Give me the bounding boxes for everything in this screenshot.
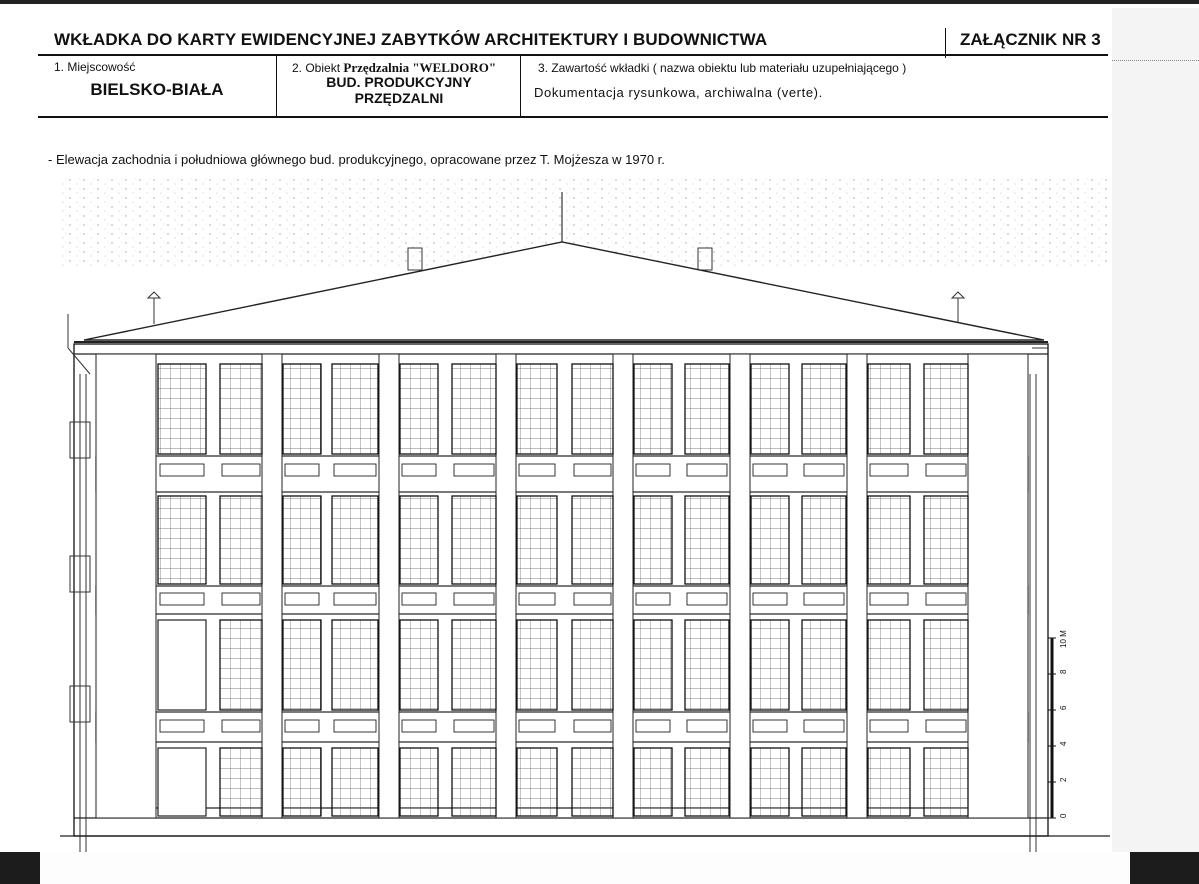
header-rule-bottom (38, 116, 1108, 118)
scale-tick-4: 4 (1059, 741, 1068, 746)
dotted-edge-line (1112, 60, 1199, 61)
scale-tick-8: 8 (1059, 669, 1068, 674)
object-label-name: Przędzalnia "WELDORO" (343, 60, 497, 75)
place-label: 1. Miejscowość (54, 60, 136, 74)
cell-divider-1 (276, 56, 277, 116)
content-value: Dokumentacja rysunkowa, archiwalna (verte). (534, 85, 823, 100)
scale-unit: 10 M (1059, 630, 1068, 648)
place-value: BIELSKO-BIAŁA (90, 80, 224, 99)
scale-tick-0: 0 (1059, 813, 1068, 818)
scan-bottom-paper (40, 852, 1130, 884)
annex-number: ZAŁĄCZNIK NR 3 (960, 30, 1101, 49)
content-label: 3. Zawartość wkładki ( nazwa obiektu lub materiału uzupełniającego ) (538, 61, 907, 75)
scale-tick-6: 6 (1059, 705, 1068, 710)
object-value-line1: BUD. PRODUKCYJNY (326, 74, 472, 90)
scale-tick-2: 2 (1059, 777, 1068, 782)
object-value-line2: PRZĘDZALNI (354, 90, 444, 106)
drawing-caption: - Elewacja zachodnia i południowa głównego bud. produkcyjnego, opracowane przez T. Mojżesza w 1970 r. (48, 152, 665, 167)
form-title: WKŁADKA DO KARTY EWIDENCYJNEJ ZABYTKÓW ARCHITEKTURY I BUDOWNICTWA (54, 30, 768, 49)
object-value (278, 74, 520, 106)
cell-divider-2 (520, 56, 521, 116)
elevation-drawing (40, 178, 1130, 854)
scan-top-edge (0, 0, 1199, 4)
header-rule-top (38, 54, 1108, 56)
object-label-prefix: 2. Obiekt (292, 61, 341, 75)
scale-bar (1048, 630, 1068, 818)
